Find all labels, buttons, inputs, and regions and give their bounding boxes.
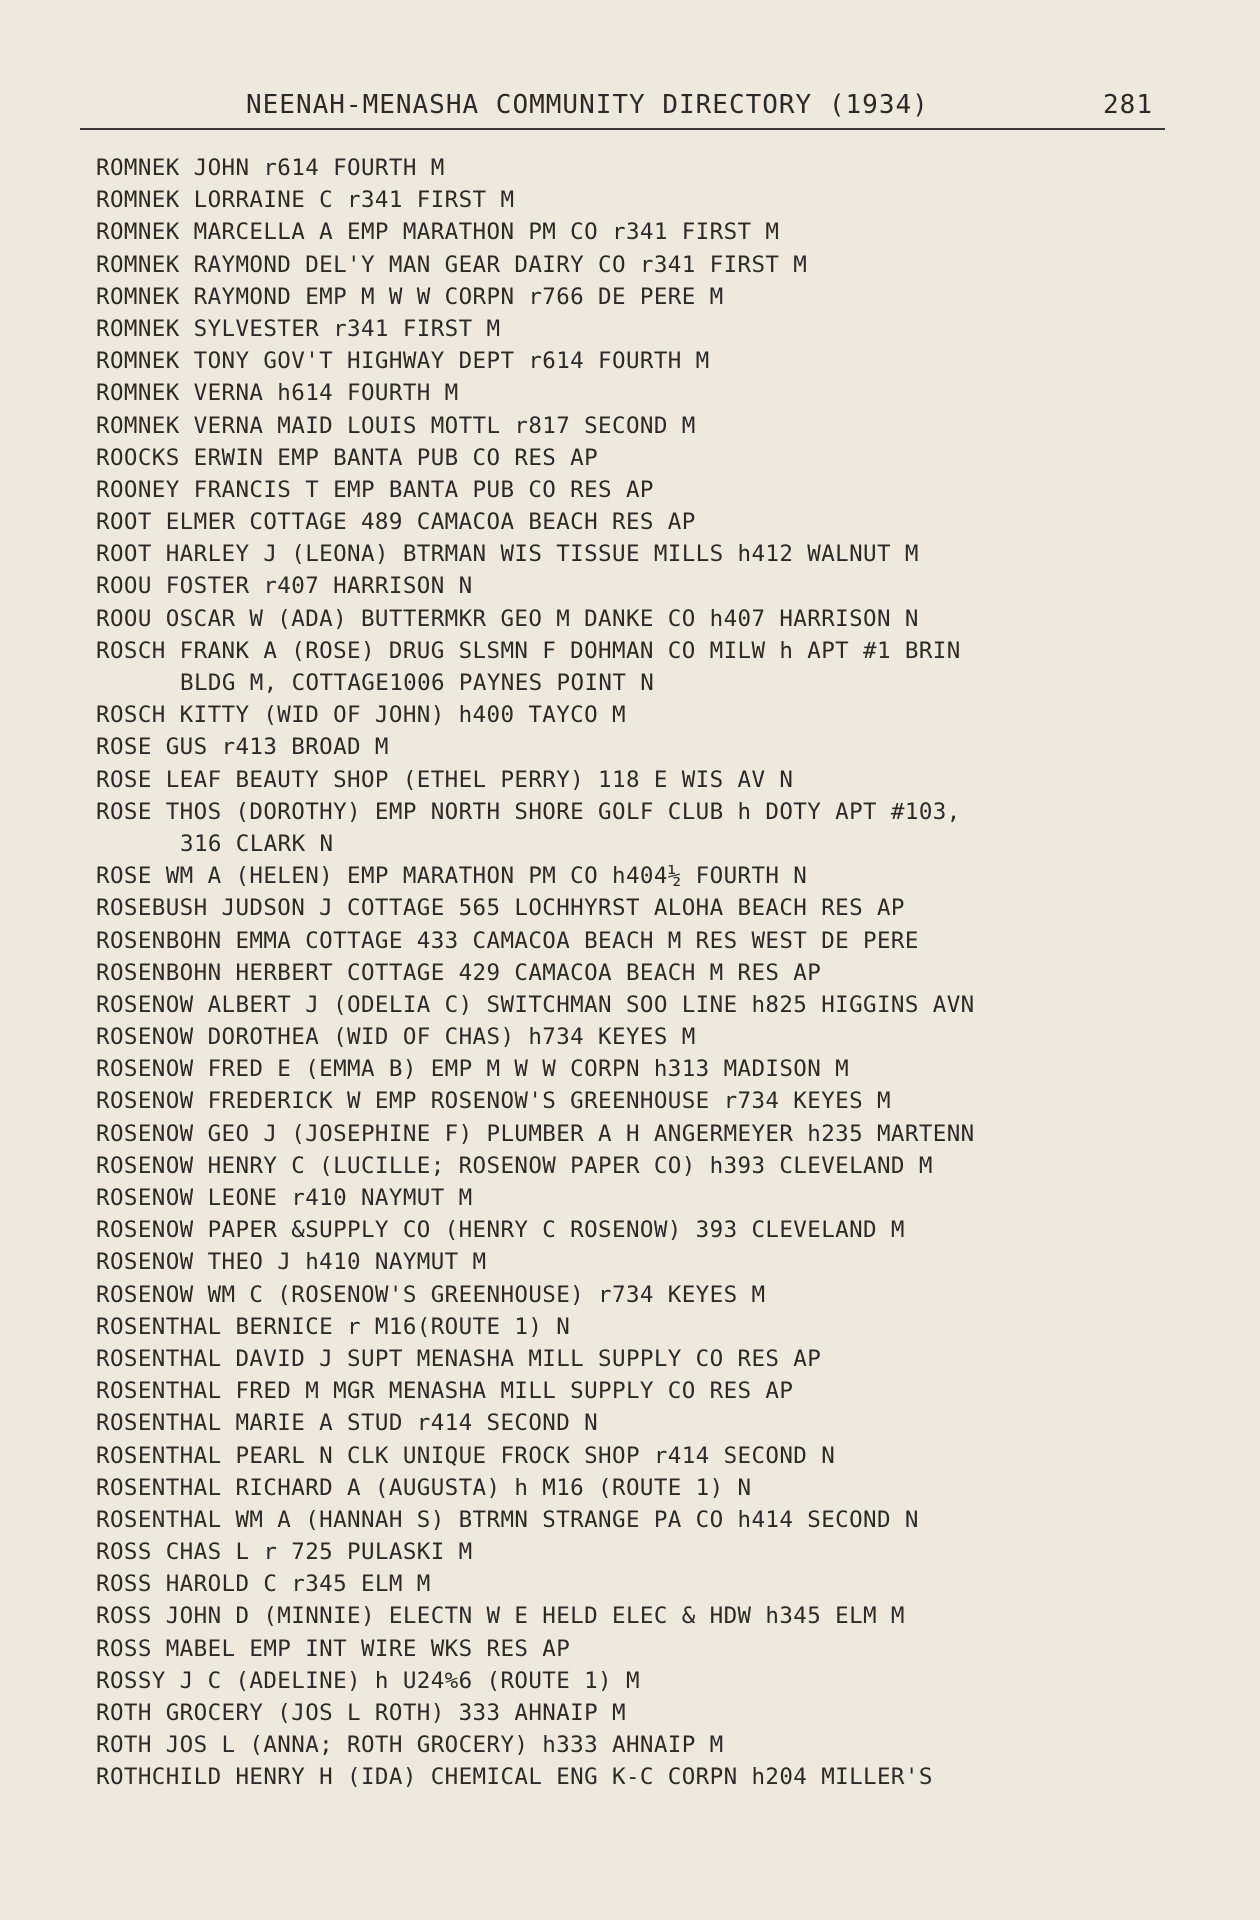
directory-entry: ROSS CHAS L r 725 PULASKI M — [96, 1539, 473, 1566]
directory-entry: ROMNEK RAYMOND DEL'Y MAN GEAR DAIRY CO r341 FIRST M — [96, 251, 808, 278]
directory-entry: ROSENOW PAPER &SUPPLY CO (HENRY C ROSENOW) 393 CLEVELAND M — [96, 1217, 905, 1244]
directory-entry: ROOU OSCAR W (ADA) BUTTERMKR GEO M DANKE CO h407 HARRISON N — [96, 605, 919, 632]
directory-entry: ROSCH FRANK A (ROSE) DRUG SLSMN F DOHMAN CO MILW h APT #1 BRIN — [96, 637, 961, 664]
directory-entry: ROOCKS ERWIN EMP BANTA PUB CO RES AP — [96, 444, 599, 471]
header-title: NEENAH-MENASHA COMMUNITY DIRECTORY (1934) — [246, 90, 929, 120]
directory-entry: ROSEBUSH JUDSON J COTTAGE 565 LOCHHYRST ALOHA BEACH RES AP — [96, 895, 905, 922]
page-header — [80, 88, 1165, 130]
directory-entry: ROMNEK MARCELLA A EMP MARATHON PM CO r341 FIRST M — [96, 219, 780, 246]
directory-entry: ROSENOW GEO J (JOSEPHINE F) PLUMBER A H ANGERMEYER h235 MARTENN — [96, 1120, 975, 1147]
directory-entry: ROSENOW WM C (ROSENOW'S GREENHOUSE) r734 KEYES M — [96, 1281, 766, 1308]
directory-entry: ROSENOW ALBERT J (ODELIA C) SWITCHMAN SOO LINE h825 HIGGINS AVN — [96, 991, 975, 1018]
directory-entry: ROMNEK JOHN r614 FOURTH M — [96, 155, 445, 181]
directory-entry: ROSENOW FREDERICK W EMP ROSENOW'S GREENHOUSE r734 KEYES M — [96, 1088, 891, 1115]
directory-entries — [96, 152, 1176, 1794]
directory-entry: ROMNEK SYLVESTER r341 FIRST M — [96, 315, 501, 342]
directory-entry: ROSENTHAL DAVID J SUPT MENASHA MILL SUPPLY CO RES AP — [96, 1345, 822, 1372]
directory-entry: ROSE GUS r413 BROAD M — [96, 734, 389, 761]
directory-entry: ROMNEK RAYMOND EMP M W W CORPN r766 DE PERE M — [96, 283, 724, 310]
directory-entry: ROSS JOHN D (MINNIE) ELECTN W E HELD ELEC & HDW h345 ELM M — [96, 1603, 905, 1630]
directory-entry: ROSENOW THEO J h410 NAYMUT M — [96, 1249, 487, 1276]
directory-entry: ROSCH KITTY (WID OF JOHN) h400 TAYCO M — [96, 702, 626, 729]
directory-entry: ROSENBOHN HERBERT COTTAGE 429 CAMACOA BEACH M RES AP — [96, 959, 822, 986]
directory-entry: ROSS HAROLD C r345 ELM M — [96, 1571, 431, 1598]
directory-entry: ROSSY J C (ADELINE) h U24%6 (ROUTE 1) M — [96, 1667, 640, 1694]
directory-entry: ROSENBOHN EMMA COTTAGE 433 CAMACOA BEACH M RES WEST DE PERE — [96, 927, 919, 954]
directory-entry: ROOT HARLEY J (LEONA) BTRMAN WIS TISSUE MILLS h412 WALNUT M — [96, 541, 919, 568]
directory-entry: ROSENOW DOROTHEA (WID OF CHAS) h734 KEYES M — [96, 1024, 696, 1051]
directory-entry: ROSENOW HENRY C (LUCILLE; ROSENOW PAPER CO) h393 CLEVELAND M — [96, 1152, 933, 1179]
directory-entry: ROSENTHAL MARIE A STUD r414 SECOND N — [96, 1410, 599, 1437]
directory-entry: ROMNEK VERNA h614 FOURTH M — [96, 380, 459, 407]
directory-entry: ROSENOW LEONE r410 NAYMUT M — [96, 1185, 473, 1211]
page-number: 281 — [1103, 90, 1153, 120]
directory-entry: ROTH JOS L (ANNA; ROTH GROCERY) h333 AHNAIP M — [96, 1732, 724, 1759]
directory-entry-continuation: BLDG M, COTTAGE1006 PAYNES POINT N — [180, 670, 655, 696]
directory-entry: ROSENTHAL WM A (HANNAH S) BTRMN STRANGE PA CO h414 SECOND N — [96, 1506, 919, 1533]
directory-entry: ROMNEK VERNA MAID LOUIS MOTTL r817 SECOND M — [96, 412, 696, 439]
directory-entry: ROSE THOS (DOROTHY) EMP NORTH SHORE GOLF CLUB h DOTY APT #103, — [96, 798, 961, 825]
directory-entry: ROSS MABEL EMP INT WIRE WKS RES AP — [96, 1635, 571, 1662]
directory-entry: ROMNEK LORRAINE C r341 FIRST M — [96, 187, 515, 214]
directory-entry: ROONEY FRANCIS T EMP BANTA PUB CO RES AP — [96, 476, 654, 503]
directory-entry: ROOT ELMER COTTAGE 489 CAMACOA BEACH RES AP — [96, 509, 696, 536]
directory-entry: ROSE LEAF BEAUTY SHOP (ETHEL PERRY) 118 E WIS AV N — [96, 766, 794, 793]
directory-entry: ROSENOW FRED E (EMMA B) EMP M W W CORPN h313 MADISON M — [96, 1056, 850, 1083]
directory-entry: ROSENTHAL BERNICE r M16(ROUTE 1) N — [96, 1313, 571, 1340]
directory-entry: ROSENTHAL FRED M MGR MENASHA MILL SUPPLY CO RES AP — [96, 1378, 794, 1405]
directory-entry: ROSENTHAL RICHARD A (AUGUSTA) h M16 (ROUTE 1) N — [96, 1474, 752, 1501]
directory-entry: ROMNEK TONY GOV'T HIGHWAY DEPT r614 FOURTH M — [96, 348, 710, 375]
directory-entry-continuation: 316 CLARK N — [180, 830, 334, 857]
directory-entry: ROTH GROCERY (JOS L ROTH) 333 AHNAIP M — [96, 1700, 626, 1726]
directory-entry: ROSENTHAL PEARL N CLK UNIQUE FROCK SHOP r414 SECOND N — [96, 1442, 836, 1469]
directory-entry: ROTHCHILD HENRY H (IDA) CHEMICAL ENG K-C CORPN h204 MILLER'S — [96, 1764, 933, 1791]
directory-entry: ROSE WM A (HELEN) EMP MARATHON PM CO h404½ FOURTH N — [96, 863, 808, 890]
directory-entry: ROOU FOSTER r407 HARRISON N — [96, 573, 473, 600]
